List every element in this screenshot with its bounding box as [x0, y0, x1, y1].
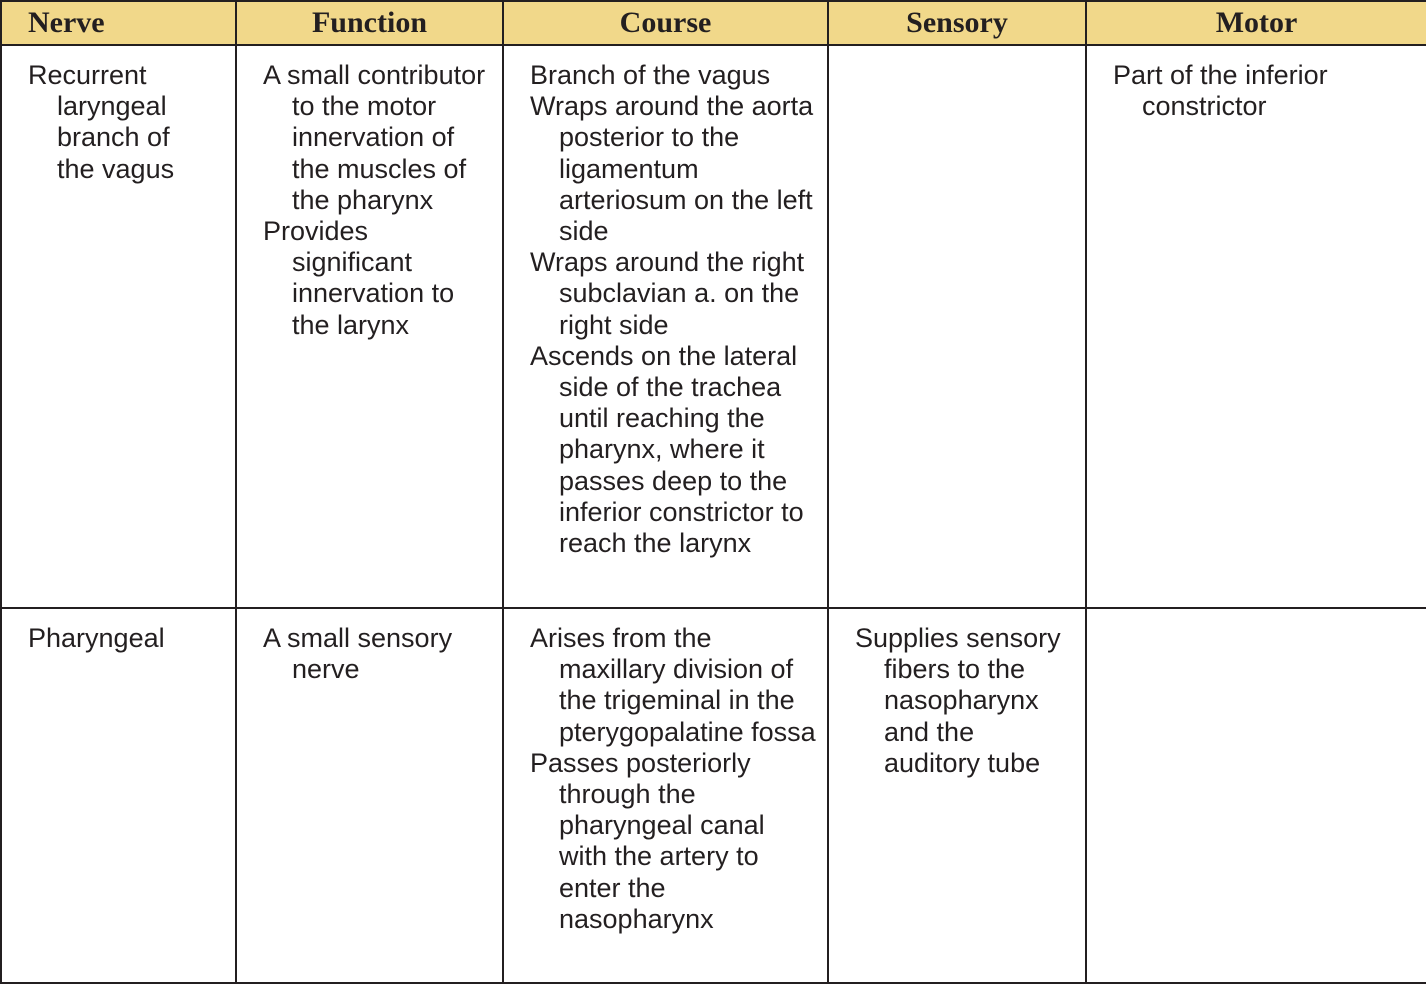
cell-course [503, 608, 828, 983]
cell-motor [1086, 45, 1426, 608]
function-entry: Provides significant innervation to the larynx [263, 216, 455, 340]
cell-function [236, 608, 503, 983]
cell-motor [1086, 608, 1426, 983]
nerve-entry: Recurrent laryngeal branch of the vagus [28, 60, 175, 184]
table-body [1, 45, 1426, 983]
header-course: Course [503, 1, 828, 45]
course-entry: Ascends on the lateral side of the trachea until reaching the pharynx, where it passes deep to the inferior constrictor to reach the larynx [530, 340, 804, 559]
course-entry: Wraps around the aorta posterior to the ligamentum arteriosum on the left side [530, 91, 814, 247]
cell-function [236, 45, 503, 608]
function-entry: A small contributor to the motor innervation of the muscles of the pharynx [263, 60, 486, 215]
table-row [1, 608, 1426, 983]
course-entry: Arises from the maxillary division of the trigeminal in the pterygopalatine fossa [530, 623, 816, 747]
header-row [1, 1, 1426, 45]
cell-nerve [1, 45, 236, 608]
course-entry: Branch of the vagus [530, 60, 771, 90]
header-nerve: Nerve [1, 1, 236, 45]
cell-sensory [828, 608, 1086, 983]
cell-sensory [828, 45, 1086, 608]
cell-nerve [1, 608, 236, 983]
course-entry: Wraps around the right subclavian a. on the right side [530, 247, 805, 340]
nerve-entry: Pharyngeal [28, 623, 165, 653]
header-motor: Motor [1086, 1, 1426, 45]
header-function: Function [236, 1, 503, 45]
table-row [1, 45, 1426, 608]
function-entry: A small sensory nerve [263, 623, 453, 685]
table-header [1, 1, 1426, 45]
cell-course [503, 45, 828, 608]
course-entry: Passes posteriorly through the pharyngeal canal with the artery to enter the nasopharynx [530, 747, 765, 934]
motor-entry: Part of the inferior constrictor [1113, 60, 1328, 122]
header-sensory: Sensory [828, 1, 1086, 45]
sensory-entry: Supplies sensory fibers to the nasopharynx and the auditory tube [855, 623, 1061, 778]
